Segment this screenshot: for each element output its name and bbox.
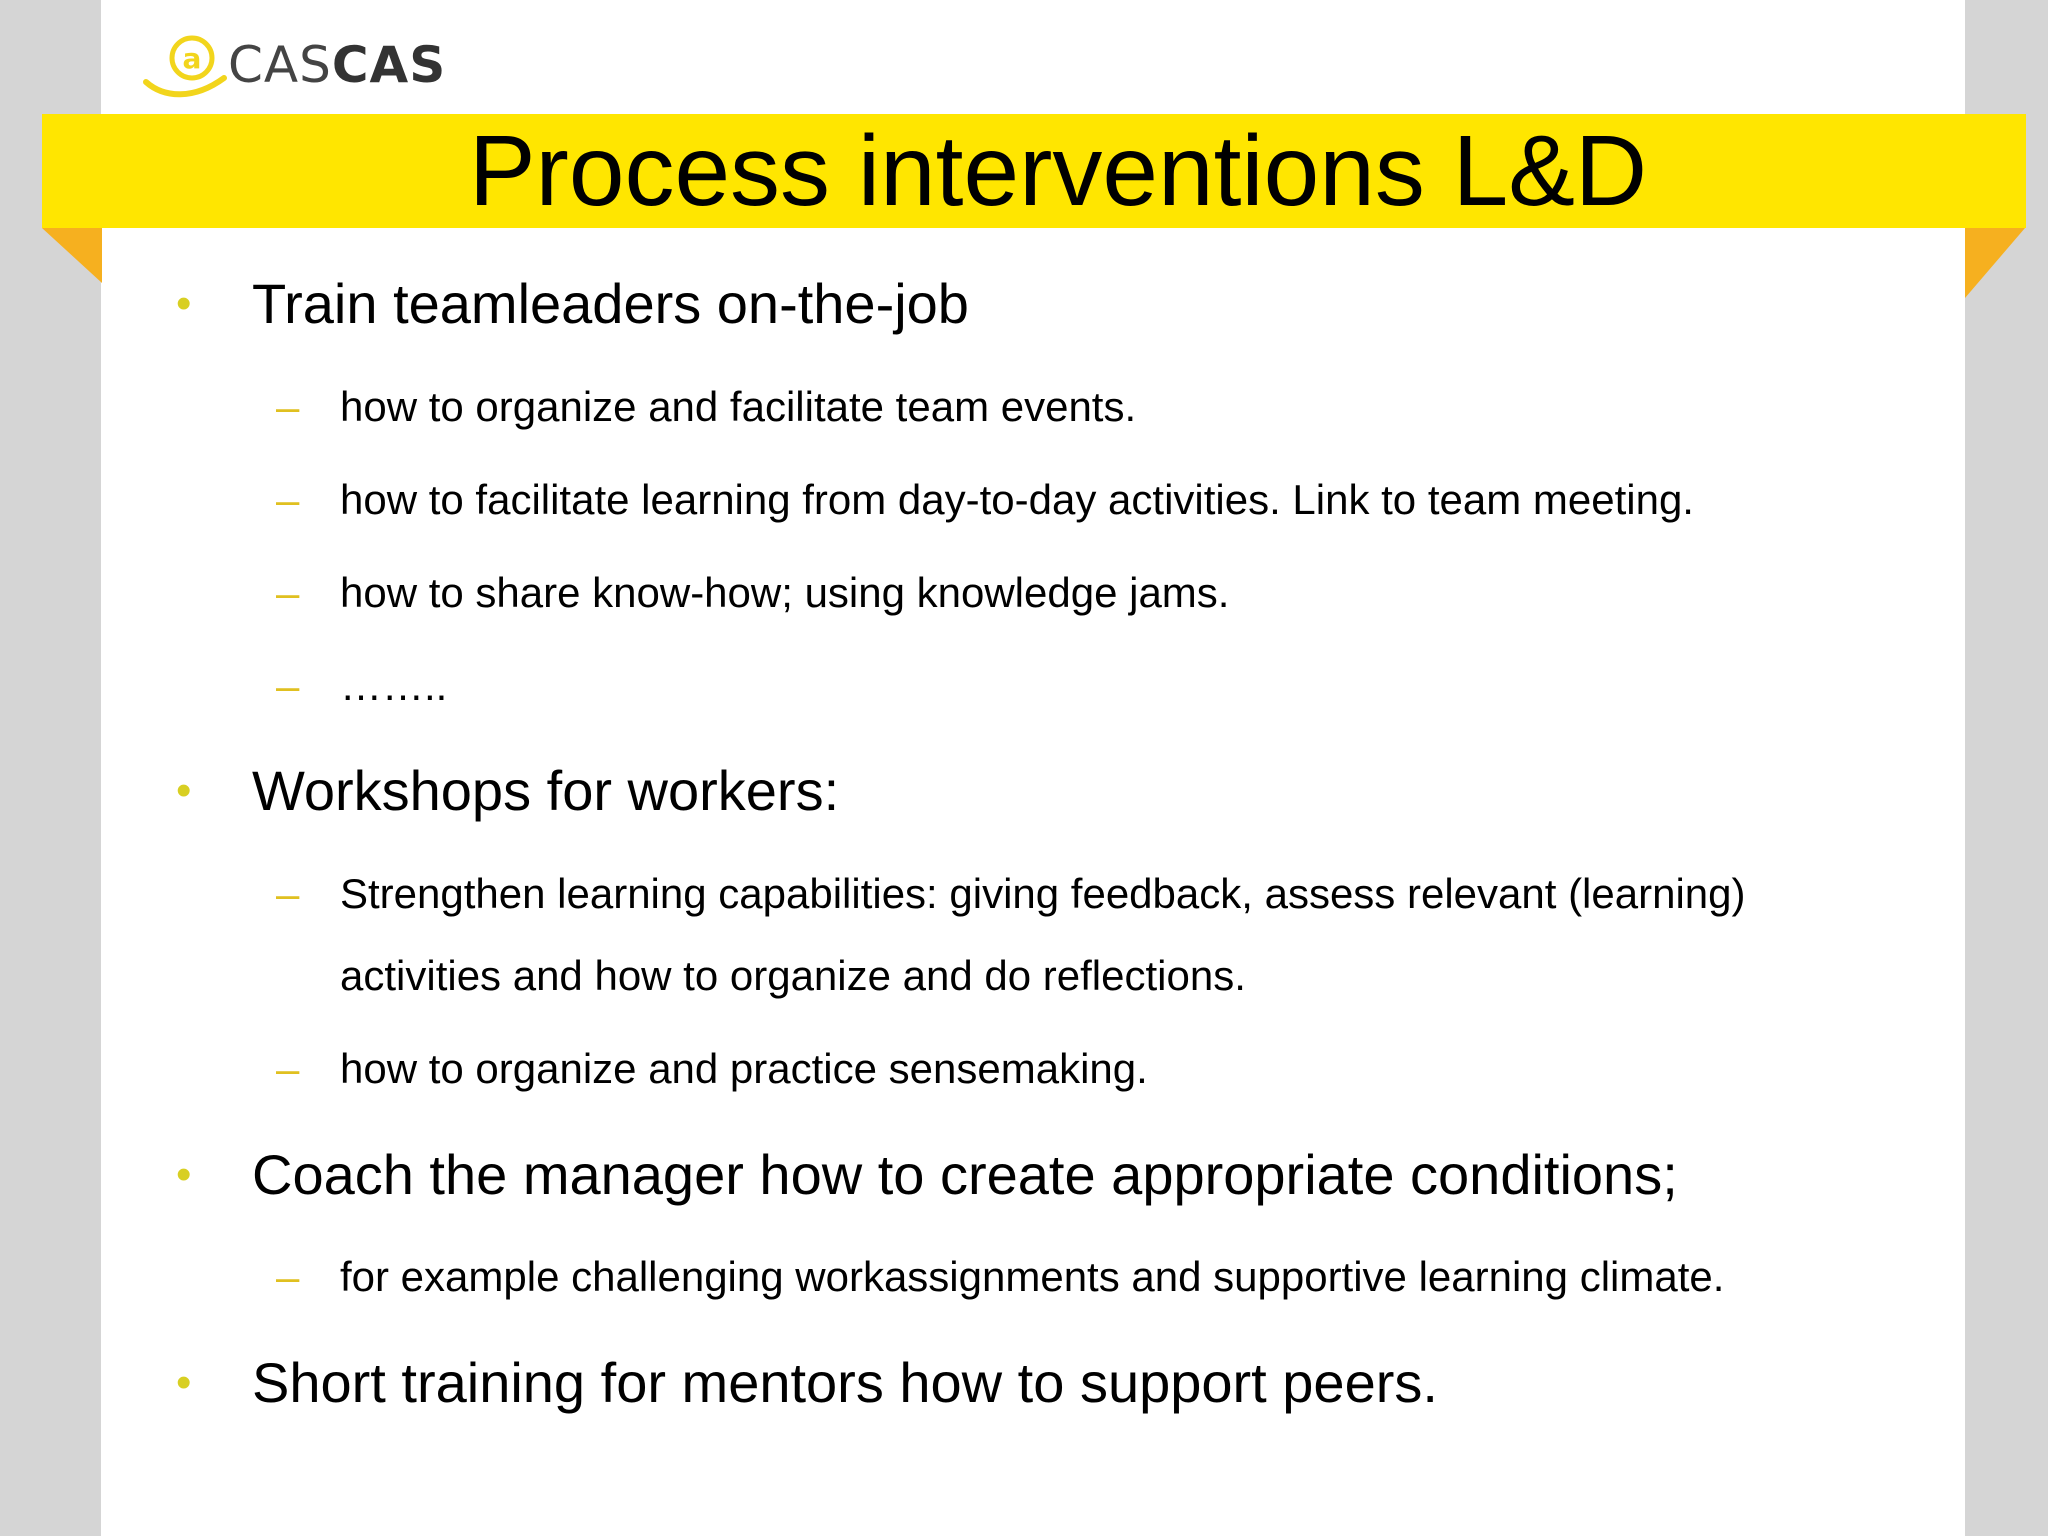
sub-bullet-text: for example challenging workassignments and supportive learning climate. bbox=[340, 1253, 1725, 1300]
bullet-text: Short training for mentors how to support peers. bbox=[252, 1351, 1438, 1414]
bullet-marker: • bbox=[176, 1150, 192, 1199]
bullet-text: Coach the manager how to create appropriate conditions; bbox=[252, 1143, 1678, 1206]
logo-wordmark-light: CAS bbox=[228, 36, 332, 94]
sub-bullet-text: how to organize and practice sensemaking. bbox=[340, 1045, 1148, 1092]
sub-bullet-text: …….. bbox=[340, 662, 448, 709]
sub-bullet-text: activities and how to organize and do reflections. bbox=[340, 952, 1246, 999]
bullet-marker: • bbox=[176, 279, 192, 328]
slide-title: Process interventions L&D bbox=[468, 115, 1648, 227]
sub-bullet-text: Strengthen learning capabilities: giving feedback, assess relevant (learning) bbox=[340, 870, 1746, 917]
sub-bullet-text: how to organize and facilitate team events. bbox=[340, 383, 1137, 430]
sub-bullet-marker: – bbox=[276, 870, 300, 917]
sub-bullet-marker: – bbox=[276, 662, 300, 709]
sub-bullet-marker: – bbox=[276, 476, 300, 523]
bullet-text: Train teamleaders on-the-job bbox=[252, 272, 969, 335]
sub-bullet-text: how to share know-how; using knowledge jams. bbox=[340, 569, 1230, 616]
logo-wordmark-bold: CAS bbox=[331, 36, 447, 94]
sub-bullet-marker: – bbox=[276, 1253, 300, 1300]
sub-bullet-marker: – bbox=[276, 1045, 300, 1092]
sub-bullet-text: how to facilitate learning from day-to-day activities. Link to team meeting. bbox=[340, 476, 1694, 523]
sub-bullet-marker: – bbox=[276, 383, 300, 430]
bullet-marker: • bbox=[176, 766, 192, 815]
svg-text:a: a bbox=[182, 42, 202, 75]
sub-bullet-marker: – bbox=[276, 569, 300, 616]
bullet-text: Workshops for workers: bbox=[252, 759, 840, 822]
bullet-marker: • bbox=[176, 1358, 192, 1407]
